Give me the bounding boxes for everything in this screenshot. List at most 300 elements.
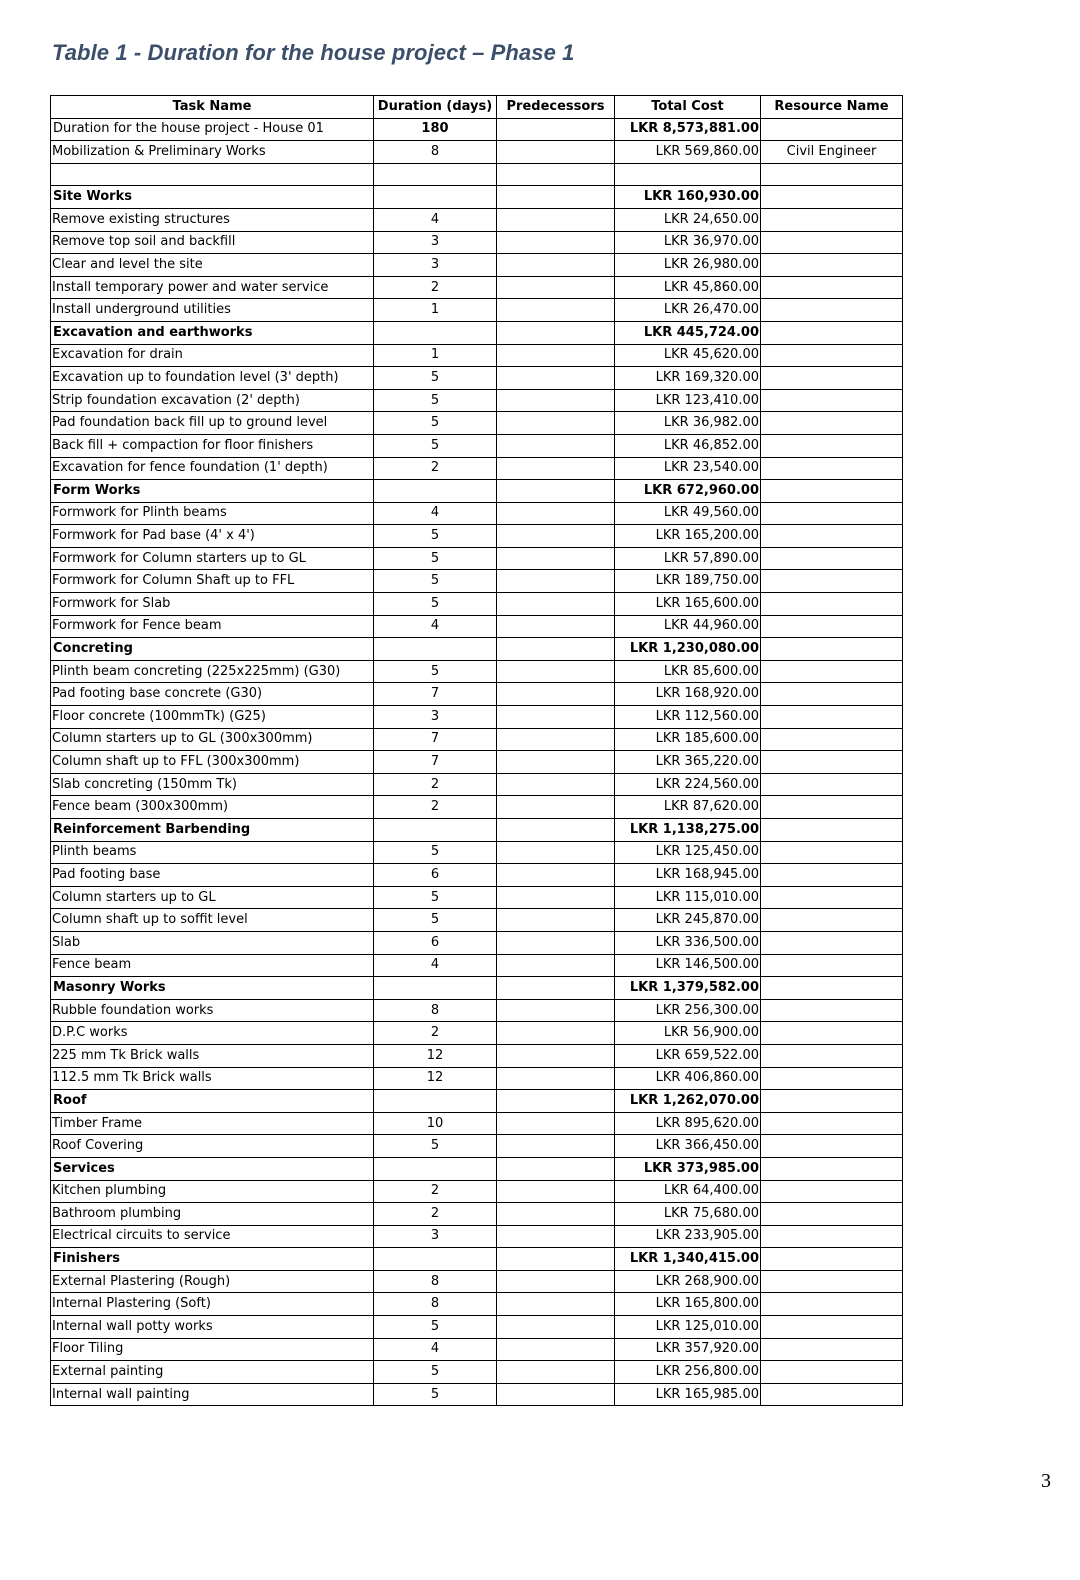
table-group-row	[51, 977, 903, 1000]
predecessors-cell	[497, 728, 615, 751]
total-cost-cell: LKR 168,920.00	[615, 683, 761, 706]
total-cost-cell: LKR 44,960.00	[615, 615, 761, 638]
resource-name-cell	[761, 434, 903, 457]
task-name-cell: 225 mm Tk Brick walls	[51, 1044, 374, 1067]
table-row	[51, 1022, 903, 1045]
table-row	[51, 706, 903, 729]
resource-name-cell	[761, 547, 903, 570]
predecessors-cell	[497, 593, 615, 616]
task-name-cell: Electrical circuits to service	[51, 1225, 374, 1248]
table-row	[51, 683, 903, 706]
table-row	[51, 502, 903, 525]
duration-cell: 3	[374, 254, 497, 277]
predecessors-cell	[497, 525, 615, 548]
task-name-cell: 112.5 mm Tk Brick walls	[51, 1067, 374, 1090]
predecessors-cell	[497, 163, 615, 186]
predecessors-cell	[497, 254, 615, 277]
total-cost-cell	[615, 163, 761, 186]
resource-name-cell	[761, 1203, 903, 1226]
total-cost-cell: LKR 85,600.00	[615, 660, 761, 683]
total-cost-cell: LKR 165,985.00	[615, 1383, 761, 1406]
predecessors-cell	[497, 344, 615, 367]
resource-name-cell	[761, 412, 903, 435]
duration-cell: 2	[374, 1022, 497, 1045]
predecessors-cell	[497, 1225, 615, 1248]
total-cost-cell: LKR 406,860.00	[615, 1067, 761, 1090]
resource-name-cell	[761, 457, 903, 480]
resource-name-cell	[761, 525, 903, 548]
task-name-cell: Roof Covering	[51, 1135, 374, 1158]
total-cost-cell: LKR 1,138,275.00	[615, 819, 761, 842]
total-cost-cell: LKR 125,010.00	[615, 1316, 761, 1339]
predecessors-cell	[497, 1044, 615, 1067]
task-name-cell: Internal Plastering (Soft)	[51, 1293, 374, 1316]
predecessors-cell	[497, 480, 615, 503]
table-row	[51, 367, 903, 390]
duration-cell: 2	[374, 796, 497, 819]
resource-name-cell	[761, 1180, 903, 1203]
predecessors-cell	[497, 186, 615, 209]
task-name-cell: Plinth beams	[51, 841, 374, 864]
table-row	[51, 547, 903, 570]
predecessors-cell	[497, 389, 615, 412]
total-cost-cell: LKR 75,680.00	[615, 1203, 761, 1226]
task-name-cell: External Plastering (Rough)	[51, 1270, 374, 1293]
total-cost-cell: LKR 125,450.00	[615, 841, 761, 864]
table-group-row	[51, 819, 903, 842]
task-name-cell: Fence beam	[51, 954, 374, 977]
table-group-row	[51, 1157, 903, 1180]
task-name-cell: Formwork for Column starters up to GL	[51, 547, 374, 570]
task-name-cell: Excavation for fence foundation (1' depth)	[51, 457, 374, 480]
duration-cell: 4	[374, 1338, 497, 1361]
total-cost-cell: LKR 123,410.00	[615, 389, 761, 412]
task-name-cell: Finishers	[51, 1248, 374, 1271]
resource-name-cell	[761, 367, 903, 390]
task-name-cell: D.P.C works	[51, 1022, 374, 1045]
table-row	[51, 1383, 903, 1406]
predecessors-cell	[497, 1090, 615, 1113]
resource-name-cell	[761, 254, 903, 277]
duration-cell: 3	[374, 231, 497, 254]
predecessors-cell	[497, 999, 615, 1022]
duration-cell	[374, 1248, 497, 1271]
predecessors-cell	[497, 502, 615, 525]
task-name-cell: Timber Frame	[51, 1112, 374, 1135]
predecessors-cell	[497, 1270, 615, 1293]
predecessors-cell	[497, 1157, 615, 1180]
resource-name-cell	[761, 1090, 903, 1113]
duration-cell: 5	[374, 593, 497, 616]
resource-name-cell	[761, 502, 903, 525]
resource-name-cell	[761, 593, 903, 616]
total-cost-cell: LKR 672,960.00	[615, 480, 761, 503]
duration-cell: 5	[374, 909, 497, 932]
predecessors-cell	[497, 1180, 615, 1203]
total-cost-cell: LKR 165,200.00	[615, 525, 761, 548]
table-row	[51, 773, 903, 796]
resource-name-cell	[761, 819, 903, 842]
total-cost-cell: LKR 26,980.00	[615, 254, 761, 277]
duration-cell: 2	[374, 1203, 497, 1226]
duration-cell: 8	[374, 999, 497, 1022]
project-duration-table	[50, 95, 903, 1406]
predecessors-cell	[497, 954, 615, 977]
table-row	[51, 841, 903, 864]
total-cost-cell: LKR 895,620.00	[615, 1112, 761, 1135]
total-cost-cell: LKR 64,400.00	[615, 1180, 761, 1203]
resource-name-cell	[761, 773, 903, 796]
table-row	[51, 1338, 903, 1361]
resource-name-cell	[761, 1022, 903, 1045]
resource-name-cell	[761, 276, 903, 299]
task-name-cell: Excavation and earthworks	[51, 321, 374, 344]
table-row	[51, 615, 903, 638]
duration-cell	[374, 638, 497, 661]
total-cost-cell: LKR 45,860.00	[615, 276, 761, 299]
table-row	[51, 1361, 903, 1384]
predecessors-cell	[497, 1112, 615, 1135]
predecessors-cell	[497, 434, 615, 457]
task-name-cell: Formwork for Slab	[51, 593, 374, 616]
resource-name-cell	[761, 1270, 903, 1293]
task-name-cell: Services	[51, 1157, 374, 1180]
table-row	[51, 344, 903, 367]
predecessors-cell	[497, 660, 615, 683]
task-name-cell: Rubble foundation works	[51, 999, 374, 1022]
resource-name-cell	[761, 1112, 903, 1135]
predecessors-cell	[497, 615, 615, 638]
task-name-cell: Remove existing structures	[51, 208, 374, 231]
task-name-cell: Excavation up to foundation level (3' depth)	[51, 367, 374, 390]
duration-cell: 5	[374, 434, 497, 457]
duration-cell: 5	[374, 660, 497, 683]
resource-name-cell	[761, 728, 903, 751]
table-title: Table 1 - Duration for the house project – Phase 1	[52, 40, 575, 65]
total-cost-cell: LKR 365,220.00	[615, 751, 761, 774]
total-cost-cell: LKR 57,890.00	[615, 547, 761, 570]
table-row	[51, 1293, 903, 1316]
task-name-cell: Column shaft up to soffit level	[51, 909, 374, 932]
total-cost-cell: LKR 245,870.00	[615, 909, 761, 932]
resource-name-cell	[761, 1044, 903, 1067]
duration-cell: 8	[374, 1270, 497, 1293]
total-cost-cell: LKR 1,230,080.00	[615, 638, 761, 661]
duration-cell: 5	[374, 1361, 497, 1384]
resource-name-cell	[761, 638, 903, 661]
predecessors-cell	[497, 683, 615, 706]
predecessors-cell	[497, 1022, 615, 1045]
resource-name-cell	[761, 796, 903, 819]
resource-name-cell	[761, 1225, 903, 1248]
total-cost-cell: LKR 224,560.00	[615, 773, 761, 796]
task-name-cell: Strip foundation excavation (2' depth)	[51, 389, 374, 412]
duration-cell: 2	[374, 1180, 497, 1203]
duration-cell	[374, 186, 497, 209]
duration-cell: 5	[374, 1383, 497, 1406]
resource-name-cell	[761, 683, 903, 706]
total-cost-cell: LKR 366,450.00	[615, 1135, 761, 1158]
task-name-cell: Column shaft up to FFL (300x300mm)	[51, 751, 374, 774]
total-cost-cell: LKR 56,900.00	[615, 1022, 761, 1045]
total-cost-cell: LKR 189,750.00	[615, 570, 761, 593]
task-name-cell: Formwork for Column Shaft up to FFL	[51, 570, 374, 593]
resource-name-cell	[761, 1157, 903, 1180]
table-row	[51, 1270, 903, 1293]
duration-cell: 6	[374, 931, 497, 954]
duration-cell: 5	[374, 841, 497, 864]
resource-name-cell	[761, 954, 903, 977]
table-header-row	[51, 96, 903, 119]
predecessors-cell	[497, 276, 615, 299]
table-row	[51, 751, 903, 774]
duration-cell: 4	[374, 208, 497, 231]
task-name-cell: Internal wall potty works	[51, 1316, 374, 1339]
duration-cell: 3	[374, 1225, 497, 1248]
predecessors-cell	[497, 412, 615, 435]
resource-name-cell	[761, 1135, 903, 1158]
total-cost-cell: LKR 87,620.00	[615, 796, 761, 819]
resource-name-cell	[761, 931, 903, 954]
duration-cell	[374, 480, 497, 503]
table-row	[51, 1044, 903, 1067]
task-name-cell: Pad footing base	[51, 864, 374, 887]
duration-cell: 4	[374, 954, 497, 977]
total-cost-cell: LKR 1,340,415.00	[615, 1248, 761, 1271]
total-cost-cell: LKR 256,300.00	[615, 999, 761, 1022]
resource-name-cell	[761, 660, 903, 683]
resource-name-cell	[761, 1248, 903, 1271]
task-name-cell: Slab concreting (150mm Tk)	[51, 773, 374, 796]
duration-cell: 10	[374, 1112, 497, 1135]
duration-cell	[374, 977, 497, 1000]
resource-name-cell	[761, 751, 903, 774]
task-name-cell: Site Works	[51, 186, 374, 209]
table-row	[51, 389, 903, 412]
duration-cell: 4	[374, 615, 497, 638]
table-row	[51, 909, 903, 932]
duration-cell: 7	[374, 751, 497, 774]
duration-cell: 8	[374, 141, 497, 164]
table-group-row	[51, 638, 903, 661]
resource-name-cell	[761, 886, 903, 909]
duration-cell: 3	[374, 706, 497, 729]
table-body	[51, 118, 903, 1406]
header-duration: Duration (days)	[374, 96, 497, 119]
task-name-cell: Formwork for Plinth beams	[51, 502, 374, 525]
predecessors-cell	[497, 751, 615, 774]
duration-cell	[374, 1157, 497, 1180]
table-group-row	[51, 321, 903, 344]
table-row	[51, 593, 903, 616]
predecessors-cell	[497, 1248, 615, 1271]
duration-cell: 5	[374, 389, 497, 412]
predecessors-cell	[497, 796, 615, 819]
predecessors-cell	[497, 638, 615, 661]
table-row	[51, 1225, 903, 1248]
total-cost-cell: LKR 233,905.00	[615, 1225, 761, 1248]
task-name-cell: Excavation for drain	[51, 344, 374, 367]
predecessors-cell	[497, 1135, 615, 1158]
duration-cell: 5	[374, 547, 497, 570]
duration-cell	[374, 1090, 497, 1113]
table-row	[51, 796, 903, 819]
total-cost-cell: LKR 168,945.00	[615, 864, 761, 887]
duration-cell: 5	[374, 1135, 497, 1158]
table-row	[51, 1067, 903, 1090]
table-row	[51, 231, 903, 254]
table-row	[51, 254, 903, 277]
resource-name-cell	[761, 1361, 903, 1384]
predecessors-cell	[497, 570, 615, 593]
table-group-row	[51, 186, 903, 209]
total-cost-cell: LKR 8,573,881.00	[615, 118, 761, 141]
table-row	[51, 886, 903, 909]
total-cost-cell: LKR 112,560.00	[615, 706, 761, 729]
resource-name-cell	[761, 1383, 903, 1406]
predecessors-cell	[497, 864, 615, 887]
predecessors-cell	[497, 141, 615, 164]
task-name-cell: Internal wall painting	[51, 1383, 374, 1406]
predecessors-cell	[497, 977, 615, 1000]
header-task-name: Task Name	[51, 96, 374, 119]
predecessors-cell	[497, 819, 615, 842]
total-cost-cell: LKR 445,724.00	[615, 321, 761, 344]
duration-cell	[374, 163, 497, 186]
duration-cell: 5	[374, 525, 497, 548]
predecessors-cell	[497, 886, 615, 909]
resource-name-cell	[761, 615, 903, 638]
duration-cell: 2	[374, 457, 497, 480]
duration-cell: 2	[374, 276, 497, 299]
predecessors-cell	[497, 931, 615, 954]
duration-cell	[374, 321, 497, 344]
duration-cell: 1	[374, 299, 497, 322]
task-name-cell: Kitchen plumbing	[51, 1180, 374, 1203]
resource-name-cell	[761, 321, 903, 344]
total-cost-cell: LKR 1,379,582.00	[615, 977, 761, 1000]
task-name-cell: Floor Tiling	[51, 1338, 374, 1361]
predecessors-cell	[497, 547, 615, 570]
task-name-cell: Slab	[51, 931, 374, 954]
total-cost-cell: LKR 165,800.00	[615, 1293, 761, 1316]
task-name-cell: Column starters up to GL	[51, 886, 374, 909]
header-resource-name: Resource Name	[761, 96, 903, 119]
resource-name-cell	[761, 570, 903, 593]
total-cost-cell: LKR 169,320.00	[615, 367, 761, 390]
resource-name-cell	[761, 1293, 903, 1316]
table-row	[51, 1180, 903, 1203]
table-row	[51, 954, 903, 977]
task-name-cell: Bathroom plumbing	[51, 1203, 374, 1226]
header-total-cost: Total Cost	[615, 96, 761, 119]
task-name-cell: Back fill + compaction for floor finishers	[51, 434, 374, 457]
predecessors-cell	[497, 841, 615, 864]
duration-cell: 6	[374, 864, 497, 887]
resource-name-cell	[761, 1067, 903, 1090]
task-name-cell: Concreting	[51, 638, 374, 661]
table-row	[51, 570, 903, 593]
task-name-cell: Mobilization & Preliminary Works	[51, 141, 374, 164]
task-name-cell: Pad footing base concrete (G30)	[51, 683, 374, 706]
table-row	[51, 999, 903, 1022]
resource-name-cell	[761, 977, 903, 1000]
resource-name-cell	[761, 186, 903, 209]
task-name-cell: Roof	[51, 1090, 374, 1113]
duration-cell: 5	[374, 367, 497, 390]
total-cost-cell: LKR 45,620.00	[615, 344, 761, 367]
total-cost-cell: LKR 23,540.00	[615, 457, 761, 480]
duration-cell: 12	[374, 1067, 497, 1090]
task-name-cell: Duration for the house project - House 01	[51, 118, 374, 141]
duration-cell: 2	[374, 773, 497, 796]
predecessors-cell	[497, 706, 615, 729]
table-row	[51, 163, 903, 186]
predecessors-cell	[497, 231, 615, 254]
predecessors-cell	[497, 1293, 615, 1316]
total-cost-cell: LKR 46,852.00	[615, 434, 761, 457]
task-name-cell	[51, 163, 374, 186]
task-name-cell: Clear and level the site	[51, 254, 374, 277]
resource-name-cell	[761, 231, 903, 254]
duration-cell: 5	[374, 412, 497, 435]
total-cost-cell: LKR 115,010.00	[615, 886, 761, 909]
resource-name-cell	[761, 1338, 903, 1361]
total-cost-cell: LKR 146,500.00	[615, 954, 761, 977]
task-name-cell: Column starters up to GL (300x300mm)	[51, 728, 374, 751]
total-cost-cell: LKR 357,920.00	[615, 1338, 761, 1361]
table-row	[51, 931, 903, 954]
duration-cell: 5	[374, 570, 497, 593]
total-cost-cell: LKR 336,500.00	[615, 931, 761, 954]
total-cost-cell: LKR 256,800.00	[615, 1361, 761, 1384]
task-name-cell: Floor concrete (100mmTk) (G25)	[51, 706, 374, 729]
resource-name-cell	[761, 389, 903, 412]
table-group-row	[51, 480, 903, 503]
total-cost-cell: LKR 373,985.00	[615, 1157, 761, 1180]
total-cost-cell: LKR 185,600.00	[615, 728, 761, 751]
predecessors-cell	[497, 1203, 615, 1226]
total-cost-cell: LKR 36,970.00	[615, 231, 761, 254]
table-row	[51, 660, 903, 683]
predecessors-cell	[497, 773, 615, 796]
predecessors-cell	[497, 1067, 615, 1090]
total-cost-cell: LKR 26,470.00	[615, 299, 761, 322]
header-predecessors: Predecessors	[497, 96, 615, 119]
resource-name-cell	[761, 344, 903, 367]
predecessors-cell	[497, 457, 615, 480]
resource-name-cell	[761, 706, 903, 729]
task-name-cell: External painting	[51, 1361, 374, 1384]
predecessors-cell	[497, 1361, 615, 1384]
total-cost-cell: LKR 24,650.00	[615, 208, 761, 231]
duration-cell: 5	[374, 886, 497, 909]
table-row	[51, 457, 903, 480]
duration-cell: 4	[374, 502, 497, 525]
table-row	[51, 412, 903, 435]
duration-cell: 7	[374, 683, 497, 706]
task-name-cell: Reinforcement Barbending	[51, 819, 374, 842]
table-total-row	[51, 118, 903, 141]
predecessors-cell	[497, 321, 615, 344]
page-number: 3	[1041, 1470, 1051, 1492]
resource-name-cell	[761, 163, 903, 186]
total-cost-cell: LKR 36,982.00	[615, 412, 761, 435]
resource-name-cell	[761, 841, 903, 864]
duration-cell: 1	[374, 344, 497, 367]
resource-name-cell	[761, 864, 903, 887]
duration-cell: 5	[374, 1316, 497, 1339]
